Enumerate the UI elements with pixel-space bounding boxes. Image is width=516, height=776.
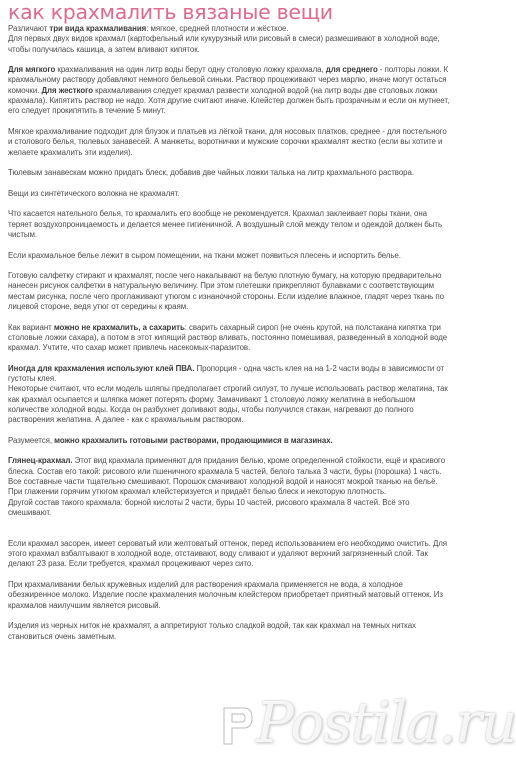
text: : сварить сахарный сироп (не очень крутой, на полстакана кипятка три столовые ложки сахара), а потом в этот кипящий раствор вливать, постоянно помешивая, разведенный в холодной воде крахмал. Учтите, что сахар может привлечь насекомых-паразитов. bbox=[8, 322, 448, 353]
text: Разумеется, bbox=[8, 435, 55, 445]
bold-text: Для жесткого bbox=[41, 85, 94, 95]
paragraph-black-threads: Изделия из черных ниток не крахмалят, а аппретируют только сладкой водой, так как крахмал на темных нитках становиться очень заметным. bbox=[8, 621, 416, 641]
paragraph-synthetic: Вещи из синтетического волокна не крахмалят. bbox=[8, 188, 180, 198]
paragraph-gloss-starch bbox=[8, 456, 452, 518]
text: Различают bbox=[8, 24, 50, 33]
text: Как вариант bbox=[8, 322, 54, 332]
paragraph-napkin: Готовую салфетку стирают и крахмалят, после чего накалывают на белую плотную бумагу, на которую предварительно нанесен рисунок салфетки в натуральную величину. При этом плетешки прикрепляют булавками с соответствующим местам рисунка, после чего проглаживают утюгом с изнаночной стороны. Если изделие влажное, гладят через ткань по лицевой стороне, ведя утюг от середины к краям. bbox=[8, 271, 444, 312]
paragraph-cleaning: Если крахмал засорен, имеет сероватый или желтоватый оттенок, перед использованием его необходимо очистить. Для этого крахмал взбалтывают в холодной воде, отстаивают, воду сливают и удаляют верхний загрязненный слой. Так делают 2З раза. Если требуется, крахмал процеживают через сито. bbox=[8, 538, 448, 569]
bold-text: Глянец-крахмал. bbox=[8, 456, 73, 466]
text: Некоторые считают, что если модель шляпы предполагает строгий силуэт, то лучше использовать раствор желатина, так как крахмал осыпается и шляпка может потерять форму. Замачивают 1 столовую ложку желатина в небольшом количестве холодной воды. Когда он разбухнет доливают воды, чтобы получился стакан, нагревают до полного растворения желатина. А далее - как с крахмальным раствором. bbox=[8, 384, 448, 425]
watermark-text: Postila.ru bbox=[256, 691, 516, 756]
text: крахмаливания на один литр воды берут одну столовую ложку крахмала, bbox=[55, 65, 326, 75]
text: Для первых двух видов крахмал (картофельный или кукурузный или рисовый в смеси) размешивают в холодной воде, чтобы получилась кашица, а затем вливают кипяток. bbox=[8, 34, 440, 54]
text: : мягкое, средней плотности и жёсткое. bbox=[146, 24, 289, 33]
paragraph-underwear: Что касается нательного белья, то крахмалить его вообще не рекомендуется. Крахмал заклеивает поры ткани, она теряет воздухопроницаемость и делается менее гигиеничной. А воздушный слой между телом и одеждой должен быть чистым. bbox=[8, 209, 443, 239]
bold-text: можно не крахмалить, а сахарить bbox=[53, 322, 185, 332]
paragraph-pva-gelatin bbox=[8, 364, 452, 426]
text: - полторы ложки. К крахмальному раствору добавляют немного бельевой синьки. Раствор процеживают через марлю, иначе могут остаться комочки. bbox=[8, 65, 449, 95]
paragraph-store-solutions bbox=[8, 436, 452, 446]
paragraph-tulle: Тюлевым занавескам можно придать блеск, добавив две чайных ложки талька на литр крахмального раствора. bbox=[8, 168, 414, 178]
paragraph-soft-medium-hard bbox=[8, 65, 452, 116]
text: крахмаливания следует крахмал развести холодной водой (на литр воды две столовых ложки крахмала). Кипятить раствор не надо. Хотя другие считают иначе. Клейстер должен быть прозрачным и если он мутнеет, его следует прокипятить в течение 5 минут. bbox=[8, 85, 450, 116]
paragraph-types bbox=[8, 24, 452, 55]
paragraph-milk: При крахмаливании белых кружевных изделий для растворения крахмала применяется не вода, а холодное обезжиренное молоко. Изделие после крахмаления молочным клейстером приобретает приятный матовый оттенок. Из крахмалов наилучшим является рисовый. bbox=[8, 580, 443, 610]
text: Другой состав такого крахмала: борной кислоты 2 части, буры 10 частей, рисового крахмала 8 частей. Всё это смешивают. bbox=[8, 497, 410, 517]
paragraph-mold: Если крахмальное белье лежит в сыром помещении, на ткани может появиться плесень и испортить белье. bbox=[8, 250, 401, 260]
text: Пропорция - одна часть клея на на 1-2 части воды в зависимости от густоты клея. bbox=[8, 363, 445, 384]
text: Этот вид крахмала применяют для придания белью, кроме определенной стойкости, ещё и красивого блеска. Состав его такой: рисового или пшеничного крахмала 5 частей, белого талька 3 части, буры (порошка) 1 часть. Все составные части тщательно смешивают. Порошок смачивают холодной водой и наносят мокрой тканью на бельё. bbox=[8, 456, 446, 487]
bold-text: три вида крахмаливания bbox=[49, 24, 147, 33]
text: При глажении горячим утюгом крахмал клейстеризуется и придаёт белью блеск и некоторую плотность. bbox=[8, 487, 387, 497]
bold-text: Для мягкого bbox=[8, 65, 56, 75]
bold-text: Иногда для крахмаления используют клей ПВА. bbox=[8, 363, 195, 373]
bold-text: можно крахмалить готовыми растворами, продающимися в магазинах. bbox=[54, 435, 333, 445]
paragraph-usage: Мягкое крахмаливание подходит для блузок и платьев из лёгкой ткани, для носовых платков, среднее - для постельного и столового белья, тюлевых занавесей. А манжеты, воротнички и мужские сорочки крахмалят жестко (если вы хотите и желаете крахмалить эти изделия). bbox=[8, 126, 447, 157]
page-title: как крахмалить вязаные вещи bbox=[8, 0, 333, 24]
paragraph-sugar bbox=[8, 323, 452, 354]
bold-text: для среднего bbox=[325, 65, 378, 75]
